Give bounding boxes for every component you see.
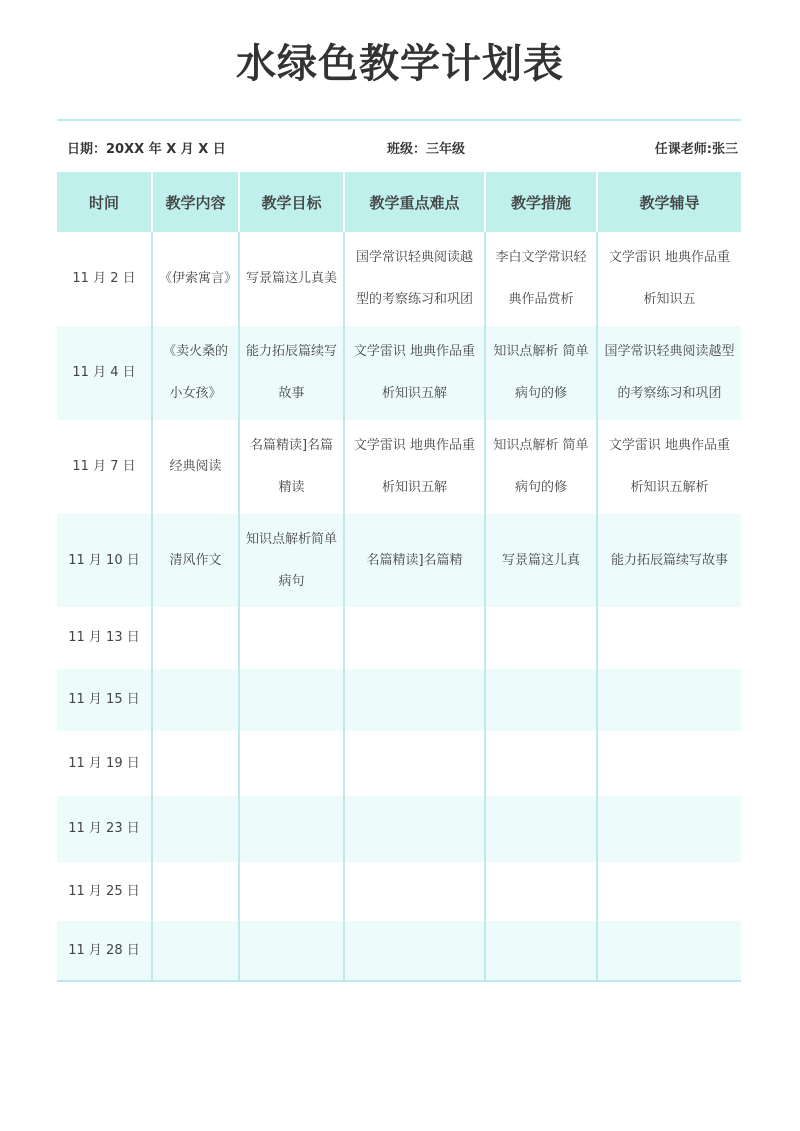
cell-tutoring: 文学雷识 地典作品重析知识五解析 [597, 420, 741, 514]
cell-tutoring [597, 731, 741, 796]
cell-key-points: 文学雷识 地典作品重析知识五解 [344, 420, 485, 514]
cell-content [152, 669, 239, 731]
cell-time: 11 月 7 日 [72, 459, 136, 474]
cell-tutoring: 国学常识轻典阅读越型的考察练习和巩团 [597, 326, 741, 420]
cell-measures [485, 921, 597, 981]
date-field: 日期：20XX 年 X 月 X 日 [67, 142, 226, 157]
cell-tutoring [597, 669, 741, 731]
cell-time: 11 月 13 日 [68, 630, 140, 645]
cell-key-points [344, 862, 485, 921]
cell-content: 《卖火桑的小女孩》 [152, 326, 239, 420]
cell-goal: 名篇精读]名篇精读 [239, 420, 344, 514]
table-row [57, 921, 741, 981]
cell-time: 11 月 23 日 [57, 796, 152, 862]
teaching-plan-table [57, 172, 741, 982]
header-measures: 教学措施 [485, 172, 597, 232]
cell-measures [485, 796, 597, 862]
table-header-row [57, 172, 741, 232]
cell-key-points: 名篇精读]名篇精 [344, 514, 485, 607]
cell-goal [239, 796, 344, 862]
cell-measures [485, 669, 597, 731]
header-tutoring: 教学辅导 [597, 172, 741, 232]
cell-measures: 知识点解析 简单病句的修 [485, 420, 597, 514]
cell-key-points [344, 731, 485, 796]
table-row [57, 420, 741, 514]
table-row [57, 669, 741, 731]
cell-goal: 知识点解析简单病句 [239, 514, 344, 607]
cell-measures: 李白文学常识轻典作品赏析 [485, 232, 597, 326]
header-key-points: 教学重点难点 [344, 172, 485, 232]
cell-content [152, 862, 239, 921]
cell-time: 11 月 28 日 [57, 921, 152, 981]
cell-goal [239, 731, 344, 796]
cell-time: 11 月 10 日 [57, 514, 152, 607]
table-row [57, 232, 741, 326]
cell-measures: 知识点解析 简单病句的修 [485, 326, 597, 420]
cell-content: 《伊索寓言》 [152, 232, 239, 326]
cell-goal [239, 607, 344, 669]
cell-tutoring [597, 862, 741, 921]
cell-content [152, 607, 239, 669]
teacher-field: 任课老师:张三 [654, 142, 738, 157]
cell-tutoring [597, 796, 741, 862]
cell-time: 11 月 4 日 [57, 326, 152, 420]
cell-content [152, 796, 239, 862]
cell-tutoring [597, 921, 741, 981]
cell-measures [485, 607, 597, 669]
cell-goal: 写景篇这儿真美 [239, 232, 344, 326]
cell-time: 11 月 15 日 [57, 669, 152, 731]
cell-time: 11 月 2 日 [72, 271, 136, 286]
header-time: 时间 [57, 172, 152, 232]
cell-key-points: 文学雷识 地典作品重析知识五解 [344, 326, 485, 420]
table-row [57, 796, 741, 862]
cell-measures [485, 862, 597, 921]
title-divider [57, 119, 741, 121]
cell-content [152, 731, 239, 796]
cell-key-points [344, 921, 485, 981]
header-goal: 教学目标 [239, 172, 344, 232]
cell-goal [239, 669, 344, 731]
cell-goal: 能力拓辰篇续写故事 [239, 326, 344, 420]
cell-key-points [344, 607, 485, 669]
cell-key-points [344, 669, 485, 731]
cell-tutoring [597, 607, 741, 669]
cell-tutoring: 能力拓辰篇续写故事 [597, 514, 741, 607]
table-row [57, 514, 741, 607]
cell-goal [239, 921, 344, 981]
class-field: 班级：三年级 [387, 142, 466, 157]
cell-key-points: 国学常识轻典阅读越型的考察练习和巩团 [344, 232, 485, 326]
page-title: 水绿色教学计划表 [236, 41, 564, 87]
cell-content: 清风作文 [152, 514, 239, 607]
cell-content [152, 921, 239, 981]
cell-time: 11 月 25 日 [68, 883, 140, 899]
cell-time: 11 月 19 日 [68, 755, 140, 771]
cell-tutoring: 文学雷识 地典作品重析知识五 [597, 232, 741, 326]
cell-goal [239, 862, 344, 921]
table-row [57, 326, 741, 420]
cell-content: 经典阅读 [152, 420, 239, 514]
table-row [57, 607, 741, 669]
cell-key-points [344, 796, 485, 862]
cell-measures: 写景篇这儿真 [485, 514, 597, 607]
header-content: 教学内容 [152, 172, 239, 232]
cell-measures [485, 731, 597, 796]
table-row [57, 731, 741, 796]
table-row [57, 862, 741, 921]
